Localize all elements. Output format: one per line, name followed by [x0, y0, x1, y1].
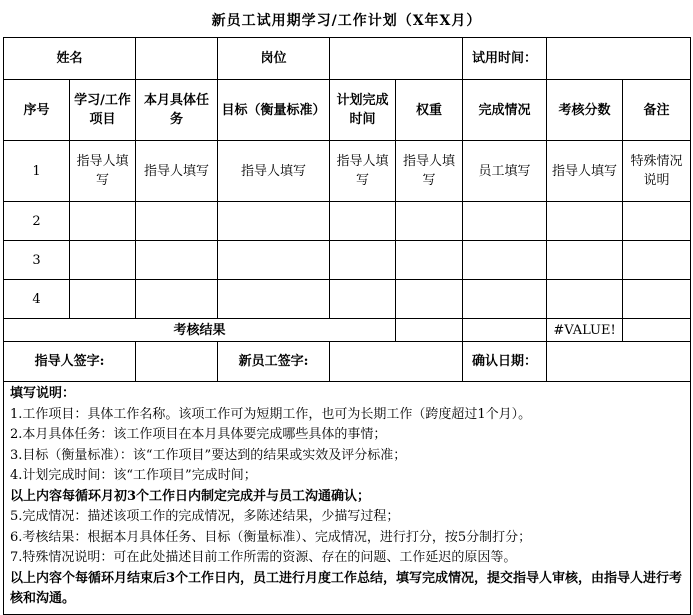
note-line: 4.计划完成时间：该“工作项目”完成时间； [10, 468, 257, 483]
header-weight: 权重 [396, 80, 463, 141]
header-goal: 目标（衡量标准） [218, 80, 330, 141]
row-item[interactable]: 指导人填写 [70, 141, 136, 202]
row-remark[interactable] [623, 241, 691, 280]
confirm-date-label: 确认日期： [463, 342, 547, 382]
row-score[interactable]: 指导人填写 [547, 141, 623, 202]
row-task[interactable] [136, 280, 218, 319]
row-no: 4 [4, 280, 70, 319]
note-line: 5.完成情况：描述该项工作的完成情况，多陈述结果，少描写过程； [10, 509, 400, 524]
note-line: 3.目标（衡量标准）：该“工作项目”要达到的结果或实效及评分标准； [10, 447, 407, 463]
employee-sign-label: 新员工签字: [218, 342, 330, 382]
table-row [4, 241, 691, 280]
header-item: 学习/工作项目 [70, 80, 136, 141]
row-no: 2 [4, 202, 70, 241]
row-no: 3 [4, 241, 70, 280]
row-weight[interactable] [396, 202, 463, 241]
mentor-sign-label: 指导人签字: [4, 342, 136, 382]
row-goal[interactable] [218, 280, 330, 319]
result-label: 考核结果 [4, 319, 396, 342]
row-goal[interactable] [218, 202, 330, 241]
notes-heading: 填写说明： [10, 386, 76, 401]
row-score[interactable] [547, 241, 623, 280]
row-remark[interactable] [623, 202, 691, 241]
confirm-date-field[interactable] [547, 342, 691, 382]
row-time[interactable]: 指导人填写 [330, 141, 396, 202]
plan-table [3, 37, 691, 615]
row-task[interactable] [136, 241, 218, 280]
row-score[interactable] [547, 202, 623, 241]
result-weight [396, 319, 463, 342]
notes-row [4, 382, 691, 615]
note-bold-line: 以上内容个每循环月结束后3个工作日内，员工进行月度工作总结，填写完成情况，提交指导人审核，由指导人进行考核和沟通。 [10, 570, 683, 606]
row-status[interactable]: 员工填写 [463, 141, 547, 202]
row-no: 1 [4, 141, 70, 202]
result-remark [623, 319, 691, 342]
position-field[interactable] [330, 38, 463, 80]
row-task[interactable]: 指导人填写 [136, 141, 218, 202]
note-line: 6.考核结果：根据本月具体任务、目标（衡量标准）、完成情况，进行打分，按5分制打分； [10, 529, 532, 545]
row-task[interactable] [136, 202, 218, 241]
page-title: 新员工试用期学习/工作计划（X年X月） [211, 13, 482, 29]
row-goal[interactable]: 指导人填写 [218, 141, 330, 202]
employee-sign-field[interactable] [330, 342, 463, 382]
header-score: 考核分数 [547, 80, 623, 141]
row-time[interactable] [330, 241, 396, 280]
result-status [463, 319, 547, 342]
probation-field[interactable] [547, 38, 691, 80]
row-score[interactable] [547, 280, 623, 319]
instructions [4, 382, 691, 615]
row-weight[interactable] [396, 241, 463, 280]
note-bold-line: 以上内容每循环月初3个工作日内制定完成并与员工沟通确认； [10, 488, 371, 504]
header-remark: 备注 [623, 80, 691, 141]
position-label: 岗位 [218, 38, 330, 80]
signature-row [4, 342, 691, 382]
row-goal[interactable] [218, 241, 330, 280]
note-line: 1.工作项目：具体工作名称。该项工作可为短期工作，也可为长期工作（跨度超过1个月）。 [10, 406, 532, 422]
name-field[interactable] [136, 38, 218, 80]
note-line: 7.特殊情况说明：可在此处描述目前工作所需的资源、存在的问题、工作延迟的原因等。 [10, 550, 517, 565]
table-row [4, 141, 691, 202]
header-time: 计划完成时间 [330, 80, 396, 141]
note-line: 2.本月具体任务：该工作项目在本月具体要完成哪些具体的事情； [10, 427, 387, 442]
row-item[interactable] [70, 241, 136, 280]
header-status: 完成情况 [463, 80, 547, 141]
row-status[interactable] [463, 280, 547, 319]
row-remark[interactable] [623, 280, 691, 319]
mentor-sign-field[interactable] [136, 342, 218, 382]
table-row [4, 280, 691, 319]
row-time[interactable] [330, 280, 396, 319]
row-status[interactable] [463, 202, 547, 241]
row-weight[interactable] [396, 280, 463, 319]
result-row [4, 319, 691, 342]
row-item[interactable] [70, 202, 136, 241]
header-no: 序号 [4, 80, 70, 141]
info-row [4, 38, 691, 80]
table-row [4, 202, 691, 241]
header-task: 本月具体任务 [136, 80, 218, 141]
row-weight[interactable]: 指导人填写 [396, 141, 463, 202]
row-time[interactable] [330, 202, 396, 241]
row-status[interactable] [463, 241, 547, 280]
result-score: #VALUE! [547, 319, 623, 342]
row-item[interactable] [70, 280, 136, 319]
row-remark[interactable]: 特殊情况说明 [623, 141, 691, 202]
header-row [4, 80, 691, 141]
probation-label: 试用时间： [463, 38, 547, 80]
name-label: 姓名 [4, 38, 136, 80]
